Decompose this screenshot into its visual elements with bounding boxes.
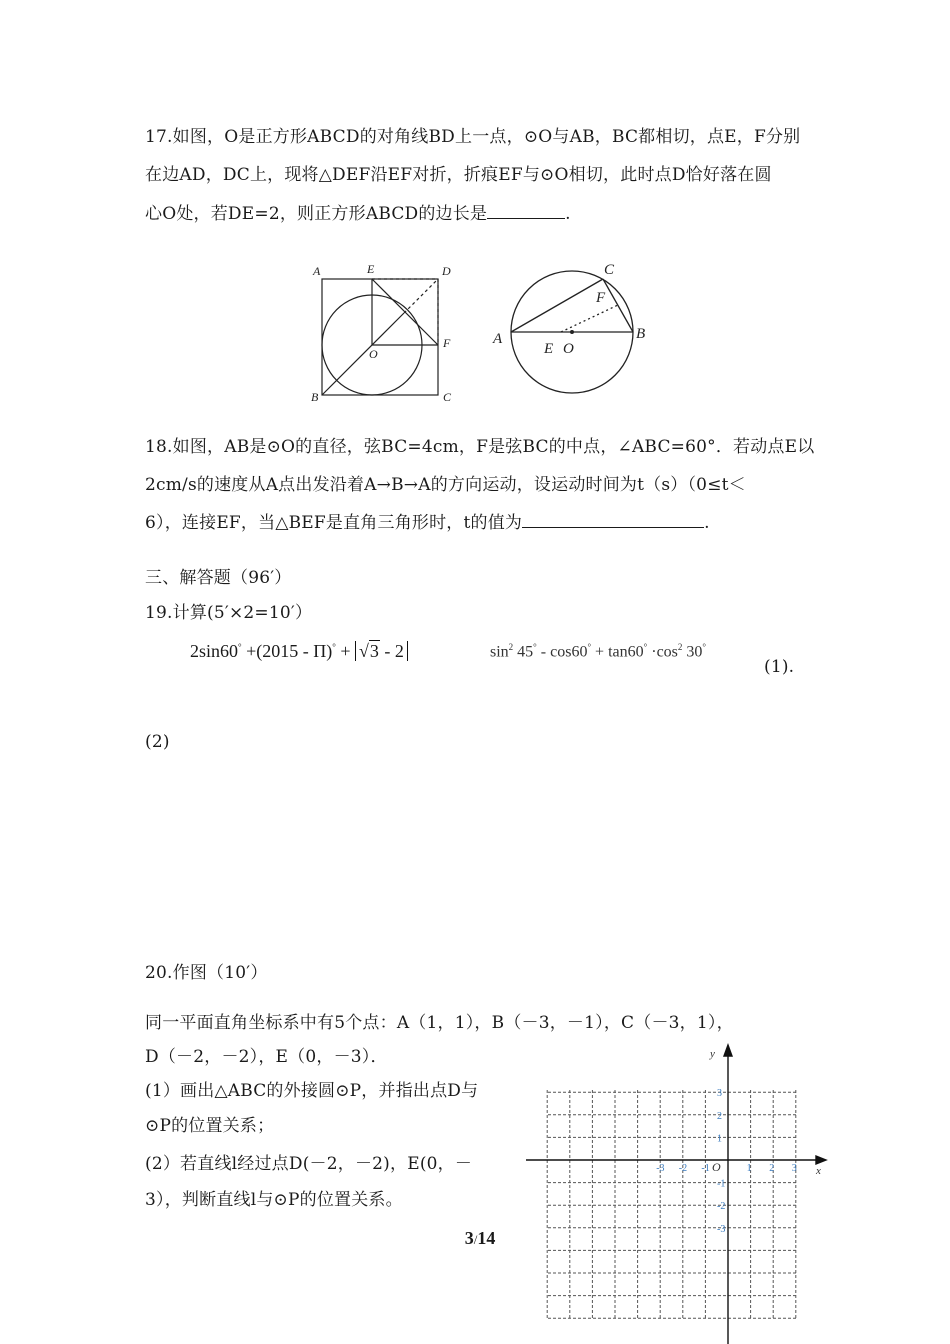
label-part-1: (1). — [764, 657, 795, 677]
formula-2-tan60: + tan60 — [595, 643, 644, 661]
x-tick-label: 1 — [746, 1163, 752, 1174]
label-17-b: B — [311, 390, 319, 404]
label-17-o: O — [369, 347, 378, 361]
formula-1-minus2: - 2 — [379, 641, 404, 661]
formula-1-plus: + — [340, 641, 351, 661]
formula-2-sin: sin — [490, 643, 509, 661]
label-17-f: F — [443, 336, 451, 350]
q18-end: . — [704, 513, 710, 533]
section-title: 三、解答题（96′） — [145, 568, 292, 588]
q18-line-3 — [145, 511, 710, 534]
q20-line-5: (2）若直线l经过点D(－2，－2)，E(0，－ — [145, 1154, 473, 1174]
formula-1: 2sin60° +(2015 - Π)° + √3 - 2 — [190, 640, 408, 662]
q18-line-3-text: 6），连接EF，当△BEF是直角三角形时，t的值为 — [145, 513, 523, 533]
label-18-b: B — [636, 326, 646, 342]
label-18-o: O — [563, 341, 574, 357]
center-dot — [570, 330, 574, 334]
formula-1-sin60: 2sin60 — [190, 641, 239, 661]
y-tick-label: -2 — [717, 1201, 726, 1213]
q17-end: . — [565, 204, 571, 224]
formula-2: $\sin^2 45^\circ - \cos 60^\circ + \tan 60^\circ \cdot\cos^2$ 30° — [490, 642, 706, 661]
x-tick-label: -1 — [701, 1163, 710, 1174]
y-tick-label: 1 — [717, 1133, 722, 1145]
square-figure — [322, 279, 438, 395]
y-tick-label: 2 — [717, 1110, 722, 1122]
label-18-a: A — [493, 331, 503, 347]
q17-line-2: 在边AD，DC上，现将△DEF沿EF对折，折痕EF与⊙O相切，此时点D恰好落在圆 — [145, 165, 772, 185]
q18-line-2: 2cm/s的速度从A点出发沿着A→B→A的方向运动，设运动时间为t（s）（0≤t＜ — [145, 475, 746, 495]
page-number — [440, 1228, 520, 1249]
label-part-2: (2) — [145, 732, 170, 752]
q20-line-2: D（－2，－2），E（0，－3）． — [145, 1047, 388, 1067]
x-tick-label: 3 — [791, 1163, 797, 1174]
x-tick-label: -3 — [656, 1163, 665, 1174]
y-tick-label: -3 — [717, 1223, 726, 1235]
q17-line-1: 17.如图，O是正方形ABCD的对角线BD上一点，⊙O与AB，BC都相切，点E，F分别 — [145, 127, 801, 147]
segment-ef-dotted — [561, 305, 618, 332]
q19-title: 19.计算(5′×2=10′） — [145, 603, 313, 623]
q20-title: 20.作图（10′） — [145, 963, 268, 983]
q20-line-3: (1）画出△ABC的外接圆⊙P，并指出点D与 — [145, 1081, 479, 1101]
x-axis-label: x — [816, 1165, 821, 1177]
label-17-d: D — [442, 264, 451, 278]
formula-2-30: 30 — [686, 643, 703, 661]
chord-ac — [511, 279, 603, 332]
page-current: 3 — [464, 1228, 474, 1248]
coordinate-grid[interactable] — [520, 1040, 840, 1344]
x-tick-label: 2 — [769, 1163, 775, 1174]
y-tick-label: 3 — [717, 1088, 722, 1100]
page-separator: / — [473, 1232, 478, 1247]
formula-1-abs: √3 - 2 — [355, 641, 408, 661]
answer-blank-18[interactable] — [522, 511, 704, 528]
formula-1-power: +(2015 - Π) — [246, 641, 333, 661]
label-18-e: E — [544, 341, 554, 357]
label-17-e: E — [367, 262, 375, 276]
diagonal-dashed — [404, 279, 438, 313]
tick-labels — [656, 1088, 797, 1235]
y-axis-label: y — [710, 1048, 715, 1060]
label-17-c: C — [443, 390, 452, 404]
label-18-c: C — [604, 262, 615, 278]
origin-label: O — [712, 1160, 721, 1174]
label-17-a: A — [313, 264, 321, 278]
x-tick-label: -2 — [678, 1163, 688, 1174]
formula-2-45: 45 — [517, 643, 534, 661]
formula-2-cos: ·cos — [651, 643, 678, 661]
grid-lines — [547, 1090, 796, 1320]
q20-line-4: ⊙P的位置关系； — [145, 1116, 275, 1136]
chord-bc — [603, 279, 633, 332]
label-18-f: F — [596, 290, 606, 306]
q17-line-3-text: 心O处，若DE=2，则正方形ABCD的边长是 — [145, 204, 488, 224]
formula-2-cos60: - cos60 — [540, 643, 588, 661]
q18-line-1: 18.如图，AB是⊙O的直径，弦BC=4cm，F是弦BC的中点，∠ABC=60°．若动点E以 — [145, 437, 815, 457]
formula-1-radicand: 3 — [369, 641, 379, 661]
y-arrow-icon — [724, 1045, 732, 1056]
y-tick-label: -1 — [717, 1178, 726, 1190]
page-total: 14 — [477, 1228, 496, 1248]
q20-line-6: 3），判断直线l与⊙P的位置关系。 — [145, 1190, 403, 1210]
diagonal-bd — [322, 313, 404, 395]
x-arrow-icon — [816, 1156, 826, 1164]
q20-line-1: 同一平面直角坐标系中有5个点：A（1，1），B（－3，－1），C（－3，1）， — [145, 1013, 734, 1033]
axes — [526, 1045, 826, 1344]
figures-17-18 — [0, 0, 950, 420]
